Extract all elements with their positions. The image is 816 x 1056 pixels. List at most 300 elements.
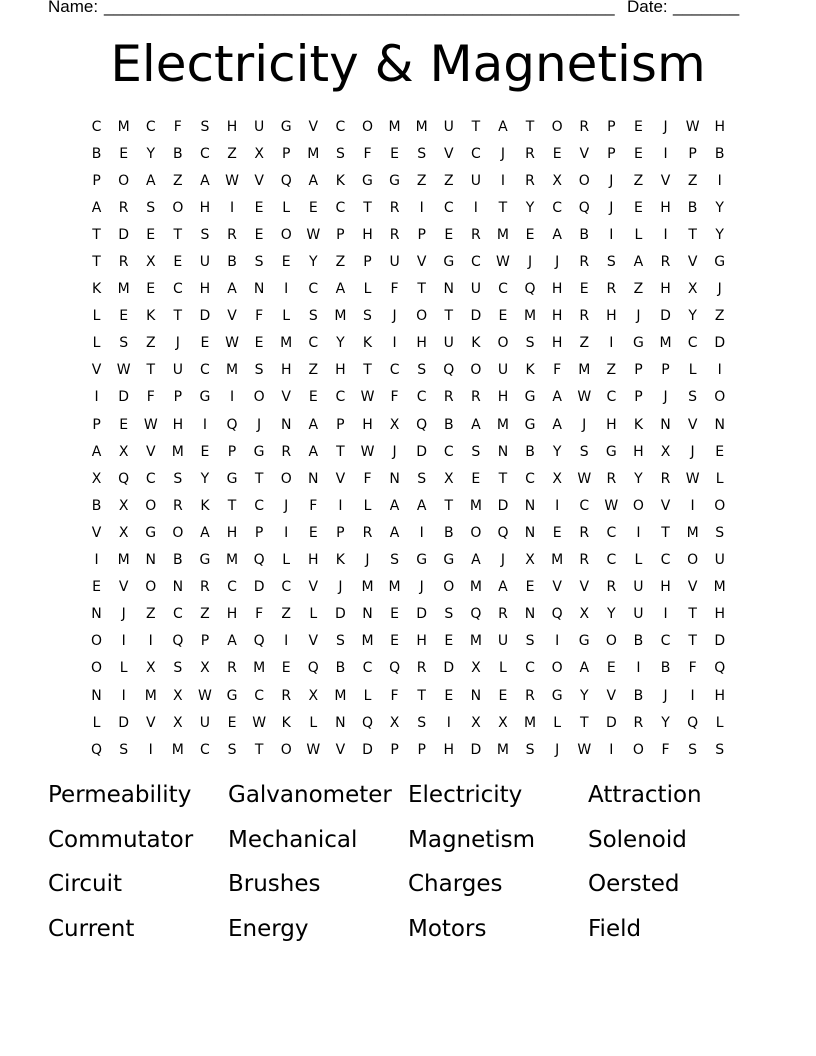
grid-letter[interactable]: V — [145, 443, 156, 460]
grid-letter[interactable]: Z — [308, 362, 319, 379]
grid-letter[interactable]: R — [362, 524, 373, 541]
grid-letter[interactable]: S — [606, 254, 616, 271]
grid-letter[interactable]: E — [498, 687, 508, 704]
grid-letter[interactable]: H — [606, 308, 617, 325]
grid-letter[interactable]: K — [146, 308, 156, 325]
grid-letter[interactable]: X — [443, 470, 454, 487]
grid-letter[interactable]: Y — [552, 443, 562, 460]
grid-letter[interactable]: I — [555, 633, 560, 650]
grid-letter[interactable]: V — [281, 389, 291, 406]
grid-letter[interactable]: G — [714, 254, 726, 271]
grid-letter[interactable]: S — [525, 335, 535, 352]
grid-letter[interactable]: F — [146, 389, 155, 406]
grid-letter[interactable]: T — [498, 470, 508, 487]
grid-letter[interactable]: N — [308, 470, 319, 487]
grid-letter[interactable]: U — [199, 254, 211, 271]
grid-letter[interactable]: D — [118, 226, 130, 243]
grid-letter[interactable]: M — [117, 552, 130, 569]
grid-letter[interactable]: J — [636, 308, 641, 325]
grid-letter[interactable]: C — [254, 497, 264, 514]
grid-letter[interactable]: N — [524, 606, 536, 623]
grid-letter[interactable]: C — [145, 470, 156, 487]
grid-letter[interactable]: Q — [551, 606, 563, 623]
grid-letter[interactable]: M — [225, 552, 239, 569]
grid-letter[interactable]: Q — [578, 199, 590, 216]
grid-letter[interactable]: D — [497, 497, 509, 514]
grid-letter[interactable]: Q — [687, 714, 699, 731]
grid-letter[interactable]: X — [200, 660, 210, 677]
grid-letter[interactable]: W — [225, 335, 239, 352]
grid-letter[interactable]: I — [229, 389, 235, 406]
grid-letter[interactable]: I — [284, 633, 289, 650]
grid-letter[interactable]: R — [606, 579, 617, 596]
grid-letter[interactable]: F — [363, 470, 372, 487]
grid-letter[interactable]: W — [225, 172, 239, 189]
grid-letter[interactable]: Q — [416, 416, 428, 433]
grid-letter[interactable]: I — [419, 524, 424, 541]
grid-letter[interactable]: J — [690, 443, 695, 460]
grid-letter[interactable]: N — [497, 443, 509, 460]
grid-letter[interactable]: C — [470, 145, 481, 162]
grid-letter[interactable]: L — [309, 606, 318, 623]
grid-letter[interactable]: E — [308, 199, 318, 216]
grid-letter[interactable]: I — [121, 687, 126, 704]
grid-letter[interactable]: B — [633, 687, 644, 704]
grid-letter[interactable]: D — [253, 579, 265, 596]
grid-letter[interactable]: O — [470, 524, 482, 541]
grid-letter[interactable]: O — [416, 308, 428, 325]
grid-letter[interactable]: S — [335, 145, 345, 162]
grid-letter[interactable]: K — [91, 281, 102, 298]
grid-letter[interactable]: L — [363, 281, 372, 298]
grid-letter[interactable]: E — [254, 226, 264, 243]
grid-letter[interactable]: R — [172, 497, 183, 514]
grid-letter[interactable]: A — [416, 497, 427, 514]
grid-letter[interactable]: L — [715, 714, 724, 731]
grid-letter[interactable]: Q — [91, 741, 103, 758]
grid-letter[interactable]: H — [633, 443, 644, 460]
grid-letter[interactable]: K — [335, 552, 345, 569]
grid-letter[interactable]: V — [91, 362, 102, 379]
grid-letter[interactable]: A — [308, 172, 319, 189]
grid-letter[interactable]: D — [443, 660, 455, 677]
grid-letter[interactable]: K — [200, 497, 210, 514]
grid-letter[interactable]: O — [714, 389, 726, 406]
grid-letter[interactable]: I — [94, 389, 99, 406]
grid-letter[interactable]: O — [632, 741, 644, 758]
grid-letter[interactable]: U — [497, 633, 509, 650]
grid-letter[interactable]: X — [118, 497, 129, 514]
grid-letter[interactable]: F — [390, 281, 399, 298]
grid-letter[interactable]: C — [525, 470, 535, 487]
grid-letter[interactable]: I — [663, 145, 668, 162]
grid-letter[interactable]: R — [416, 660, 427, 677]
grid-letter[interactable]: C — [687, 335, 698, 352]
grid-letter[interactable]: C — [145, 118, 156, 135]
grid-letter[interactable]: N — [470, 687, 482, 704]
date-blank-line[interactable]: _______ — [673, 0, 740, 16]
grid-letter[interactable]: G — [253, 443, 265, 460]
grid-letter[interactable]: O — [280, 470, 292, 487]
grid-letter[interactable]: E — [119, 308, 129, 325]
grid-letter[interactable]: C — [172, 606, 183, 623]
grid-letter[interactable]: R — [525, 687, 535, 704]
grid-letter[interactable]: Q — [361, 714, 373, 731]
grid-letter[interactable]: P — [336, 226, 345, 243]
grid-letter[interactable]: D — [416, 606, 428, 623]
grid-letter[interactable]: E — [579, 281, 589, 298]
grid-letter[interactable]: R — [200, 579, 210, 596]
grid-letter[interactable]: Y — [715, 226, 724, 243]
grid-letter[interactable]: R — [660, 254, 671, 271]
grid-letter[interactable]: S — [173, 470, 183, 487]
grid-letter[interactable]: U — [253, 118, 265, 135]
grid-letter[interactable]: Z — [714, 308, 725, 325]
grid-letter[interactable]: T — [688, 633, 697, 650]
grid-letter[interactable]: I — [500, 172, 506, 189]
grid-letter[interactable]: Z — [687, 172, 698, 189]
grid-letter[interactable]: T — [471, 118, 481, 135]
grid-letter[interactable]: J — [365, 552, 370, 569]
grid-letter[interactable]: J — [582, 416, 587, 433]
grid-letter[interactable]: N — [524, 524, 536, 541]
grid-letter[interactable]: V — [335, 470, 346, 487]
grid-letter[interactable]: S — [227, 741, 237, 758]
grid-letter[interactable]: H — [551, 308, 563, 325]
grid-letter[interactable]: R — [579, 118, 590, 135]
grid-letter[interactable]: P — [173, 389, 183, 406]
grid-letter[interactable]: N — [660, 416, 671, 433]
grid-letter[interactable]: R — [389, 199, 400, 216]
grid-letter[interactable]: Z — [173, 172, 183, 189]
grid-letter[interactable]: C — [552, 199, 563, 216]
grid-letter[interactable]: R — [525, 172, 535, 189]
grid-letter[interactable]: G — [226, 687, 238, 704]
grid-letter[interactable]: X — [173, 714, 183, 731]
grid-letter[interactable]: S — [471, 443, 481, 460]
grid-letter[interactable]: F — [363, 145, 372, 162]
grid-letter[interactable]: I — [717, 362, 722, 379]
grid-letter[interactable]: N — [335, 714, 346, 731]
grid-letter[interactable]: P — [92, 172, 101, 189]
grid-letter[interactable]: S — [200, 226, 210, 243]
grid-letter[interactable]: T — [363, 199, 372, 216]
grid-letter[interactable]: M — [469, 497, 482, 514]
grid-letter[interactable]: E — [606, 660, 616, 677]
grid-letter[interactable]: C — [335, 199, 346, 216]
grid-letter[interactable]: E — [146, 226, 156, 243]
grid-letter[interactable]: S — [119, 741, 129, 758]
grid-letter[interactable]: N — [389, 470, 400, 487]
grid-letter[interactable]: M — [280, 335, 293, 352]
grid-letter[interactable]: C — [308, 281, 319, 298]
grid-letter[interactable]: M — [388, 579, 401, 596]
grid-letter[interactable]: L — [92, 335, 101, 352]
grid-letter[interactable]: C — [362, 660, 373, 677]
grid-letter[interactable]: V — [118, 579, 129, 596]
grid-letter[interactable]: Q — [470, 606, 482, 623]
grid-letter[interactable]: M — [578, 362, 591, 379]
grid-letter[interactable]: U — [172, 362, 183, 379]
grid-letter[interactable]: V — [660, 172, 671, 189]
grid-letter[interactable]: H — [199, 281, 211, 298]
grid-letter[interactable]: F — [390, 687, 399, 704]
grid-letter[interactable]: H — [660, 281, 671, 298]
grid-letter[interactable]: X — [471, 714, 481, 731]
grid-letter[interactable]: M — [253, 660, 266, 677]
grid-letter[interactable]: E — [552, 145, 562, 162]
grid-letter[interactable]: D — [362, 741, 373, 758]
grid-letter[interactable]: M — [334, 687, 347, 704]
grid-letter[interactable]: I — [229, 199, 235, 216]
grid-letter[interactable]: S — [688, 389, 698, 406]
grid-letter[interactable]: G — [389, 172, 400, 189]
grid-letter[interactable]: L — [688, 362, 697, 379]
grid-letter[interactable]: W — [198, 687, 212, 704]
grid-letter[interactable]: M — [496, 226, 509, 243]
grid-letter[interactable]: C — [308, 335, 319, 352]
grid-letter[interactable]: S — [715, 741, 725, 758]
grid-letter[interactable]: X — [525, 552, 535, 569]
grid-letter[interactable]: T — [92, 226, 101, 243]
grid-letter[interactable]: P — [390, 741, 399, 758]
grid-letter[interactable]: G — [362, 172, 373, 189]
grid-letter[interactable]: L — [715, 470, 724, 487]
grid-letter[interactable]: R — [633, 714, 644, 731]
grid-letter[interactable]: T — [444, 308, 454, 325]
grid-letter[interactable]: C — [416, 389, 427, 406]
grid-letter[interactable]: V — [660, 497, 671, 514]
grid-letter[interactable]: J — [500, 145, 506, 162]
grid-letter[interactable]: N — [524, 497, 536, 514]
grid-letter[interactable]: R — [498, 606, 508, 623]
grid-letter[interactable]: T — [336, 443, 345, 460]
grid-letter[interactable]: L — [634, 226, 643, 243]
grid-letter[interactable]: O — [361, 118, 373, 135]
grid-letter[interactable]: I — [717, 172, 722, 189]
grid-letter[interactable]: O — [253, 389, 265, 406]
grid-letter[interactable]: E — [471, 470, 481, 487]
grid-letter[interactable]: D — [660, 308, 671, 325]
grid-letter[interactable]: M — [117, 281, 130, 298]
grid-letter[interactable]: F — [661, 741, 670, 758]
grid-letter[interactable]: V — [227, 308, 237, 325]
grid-letter[interactable]: G — [578, 633, 590, 650]
grid-letter[interactable]: S — [579, 443, 589, 460]
grid-letter[interactable]: O — [714, 497, 726, 514]
grid-letter[interactable]: O — [280, 741, 292, 758]
grid-letter[interactable]: A — [308, 416, 319, 433]
grid-letter[interactable]: I — [555, 497, 560, 514]
grid-letter[interactable]: M — [361, 633, 374, 650]
grid-letter[interactable]: M — [334, 308, 347, 325]
grid-letter[interactable]: E — [119, 416, 129, 433]
grid-letter[interactable]: J — [419, 579, 424, 596]
grid-letter[interactable]: X — [145, 254, 156, 271]
grid-letter[interactable]: T — [498, 199, 508, 216]
grid-letter[interactable]: T — [173, 226, 183, 243]
grid-letter[interactable]: J — [609, 172, 614, 189]
grid-letter[interactable]: B — [227, 254, 237, 271]
grid-letter[interactable]: U — [633, 606, 644, 623]
grid-letter[interactable]: Q — [389, 660, 401, 677]
grid-letter[interactable]: I — [148, 741, 153, 758]
grid-letter[interactable]: F — [309, 497, 318, 514]
grid-letter[interactable]: V — [145, 714, 156, 731]
grid-letter[interactable]: K — [471, 335, 481, 352]
grid-letter[interactable]: S — [417, 362, 427, 379]
grid-letter[interactable]: X — [471, 660, 481, 677]
grid-letter[interactable]: C — [606, 552, 617, 569]
grid-letter[interactable]: B — [443, 416, 454, 433]
grid-letter[interactable]: P — [227, 443, 237, 460]
grid-letter[interactable]: A — [227, 633, 237, 650]
grid-letter[interactable]: J — [555, 741, 560, 758]
grid-letter[interactable]: K — [335, 172, 345, 189]
grid-letter[interactable]: M — [524, 714, 537, 731]
grid-letter[interactable]: P — [254, 524, 264, 541]
grid-letter[interactable]: O — [578, 172, 590, 189]
grid-letter[interactable]: V — [416, 254, 427, 271]
grid-letter[interactable]: Z — [145, 335, 156, 352]
grid-letter[interactable]: W — [577, 470, 592, 487]
grid-letter[interactable]: S — [308, 308, 318, 325]
grid-letter[interactable]: E — [390, 606, 399, 623]
grid-letter[interactable]: W — [577, 389, 592, 406]
grid-letter[interactable]: X — [552, 172, 562, 189]
grid-letter[interactable]: A — [200, 524, 210, 541]
grid-letter[interactable]: S — [417, 714, 427, 731]
grid-letter[interactable]: A — [552, 226, 562, 243]
grid-letter[interactable]: P — [363, 254, 372, 271]
grid-letter[interactable]: A — [471, 552, 481, 569]
grid-letter[interactable]: B — [579, 226, 590, 243]
grid-letter[interactable]: B — [335, 660, 346, 677]
grid-letter[interactable]: Y — [661, 714, 670, 731]
grid-letter[interactable]: G — [524, 389, 536, 406]
grid-letter[interactable]: C — [200, 362, 210, 379]
grid-letter[interactable]: A — [335, 281, 346, 298]
grid-letter[interactable]: Q — [307, 660, 319, 677]
grid-letter[interactable]: R — [443, 389, 454, 406]
grid-letter[interactable]: M — [496, 741, 509, 758]
grid-letter[interactable]: C — [443, 443, 454, 460]
grid-letter[interactable]: E — [390, 145, 399, 162]
grid-letter[interactable]: P — [607, 145, 616, 162]
grid-letter[interactable]: I — [636, 524, 641, 541]
grid-letter[interactable]: D — [118, 714, 130, 731]
grid-letter[interactable]: N — [91, 606, 102, 623]
grid-letter[interactable]: C — [227, 579, 237, 596]
grid-letter[interactable]: J — [338, 579, 343, 596]
grid-letter[interactable]: R — [227, 226, 237, 243]
grid-letter[interactable]: M — [659, 335, 672, 352]
grid-letter[interactable]: S — [525, 741, 535, 758]
grid-letter[interactable]: P — [634, 362, 643, 379]
grid-letter[interactable]: X — [308, 687, 319, 704]
grid-letter[interactable]: Z — [227, 145, 237, 162]
grid-letter[interactable]: C — [200, 145, 210, 162]
grid-letter[interactable]: P — [92, 416, 101, 433]
grid-letter[interactable]: V — [335, 741, 346, 758]
grid-letter[interactable]: M — [117, 118, 130, 135]
grid-letter[interactable]: I — [284, 281, 289, 298]
grid-letter[interactable]: T — [363, 362, 372, 379]
grid-letter[interactable]: V — [687, 416, 698, 433]
grid-letter[interactable]: A — [389, 497, 400, 514]
grid-letter[interactable]: M — [496, 416, 509, 433]
grid-letter[interactable]: Q — [497, 524, 509, 541]
grid-letter[interactable]: I — [121, 633, 126, 650]
grid-letter[interactable]: K — [362, 335, 373, 352]
grid-letter[interactable]: E — [254, 335, 264, 352]
grid-letter[interactable]: M — [171, 741, 184, 758]
grid-letter[interactable]: V — [443, 145, 454, 162]
grid-letter[interactable]: T — [254, 470, 264, 487]
grid-letter[interactable]: S — [525, 633, 535, 650]
grid-letter[interactable]: X — [389, 416, 400, 433]
grid-letter[interactable]: O — [551, 660, 563, 677]
grid-letter[interactable]: S — [119, 335, 129, 352]
grid-letter[interactable]: U — [389, 254, 400, 271]
grid-letter[interactable]: B — [91, 145, 102, 162]
grid-letter[interactable]: A — [227, 281, 237, 298]
grid-letter[interactable]: O — [443, 579, 455, 596]
grid-letter[interactable]: Y — [688, 308, 697, 325]
grid-letter[interactable]: H — [199, 199, 211, 216]
grid-letter[interactable]: C — [606, 389, 617, 406]
grid-letter[interactable]: Q — [443, 362, 455, 379]
grid-letter[interactable]: C — [579, 497, 590, 514]
grid-letter[interactable]: I — [609, 226, 614, 243]
grid-letter[interactable]: M — [361, 579, 374, 596]
grid-letter[interactable]: X — [579, 606, 590, 623]
grid-letter[interactable]: Q — [280, 172, 292, 189]
grid-letter[interactable]: R — [281, 687, 292, 704]
grid-letter[interactable]: Z — [416, 172, 427, 189]
grid-letter[interactable]: C — [498, 281, 508, 298]
grid-letter[interactable]: V — [254, 172, 264, 189]
grid-letter[interactable]: F — [255, 606, 264, 623]
grid-letter[interactable]: W — [360, 389, 375, 406]
grid-letter[interactable]: O — [145, 497, 157, 514]
grid-letter[interactable]: Y — [607, 606, 616, 623]
grid-letter[interactable]: N — [253, 281, 265, 298]
grid-letter[interactable]: O — [605, 633, 617, 650]
grid-letter[interactable]: H — [551, 281, 563, 298]
grid-letter[interactable]: V — [606, 687, 617, 704]
grid-letter[interactable]: M — [307, 145, 320, 162]
grid-letter[interactable]: S — [363, 308, 372, 325]
grid-letter[interactable]: U — [199, 714, 211, 731]
grid-letter[interactable]: W — [577, 741, 592, 758]
grid-letter[interactable]: C — [660, 552, 671, 569]
grid-letter[interactable]: Z — [633, 172, 644, 189]
grid-letter[interactable]: B — [91, 497, 102, 514]
grid-letter[interactable]: X — [145, 660, 156, 677]
grid-letter[interactable]: O — [172, 524, 184, 541]
grid-letter[interactable]: Q — [253, 552, 265, 569]
grid-letter[interactable]: Q — [118, 470, 130, 487]
grid-letter[interactable]: G — [524, 416, 536, 433]
grid-letter[interactable]: X — [118, 443, 129, 460]
grid-letter[interactable]: T — [227, 497, 237, 514]
grid-letter[interactable]: M — [415, 118, 428, 135]
grid-letter[interactable]: E — [281, 254, 291, 271]
grid-letter[interactable]: Y — [309, 254, 318, 271]
grid-letter[interactable]: T — [688, 226, 697, 243]
grid-letter[interactable]: R — [579, 552, 590, 569]
